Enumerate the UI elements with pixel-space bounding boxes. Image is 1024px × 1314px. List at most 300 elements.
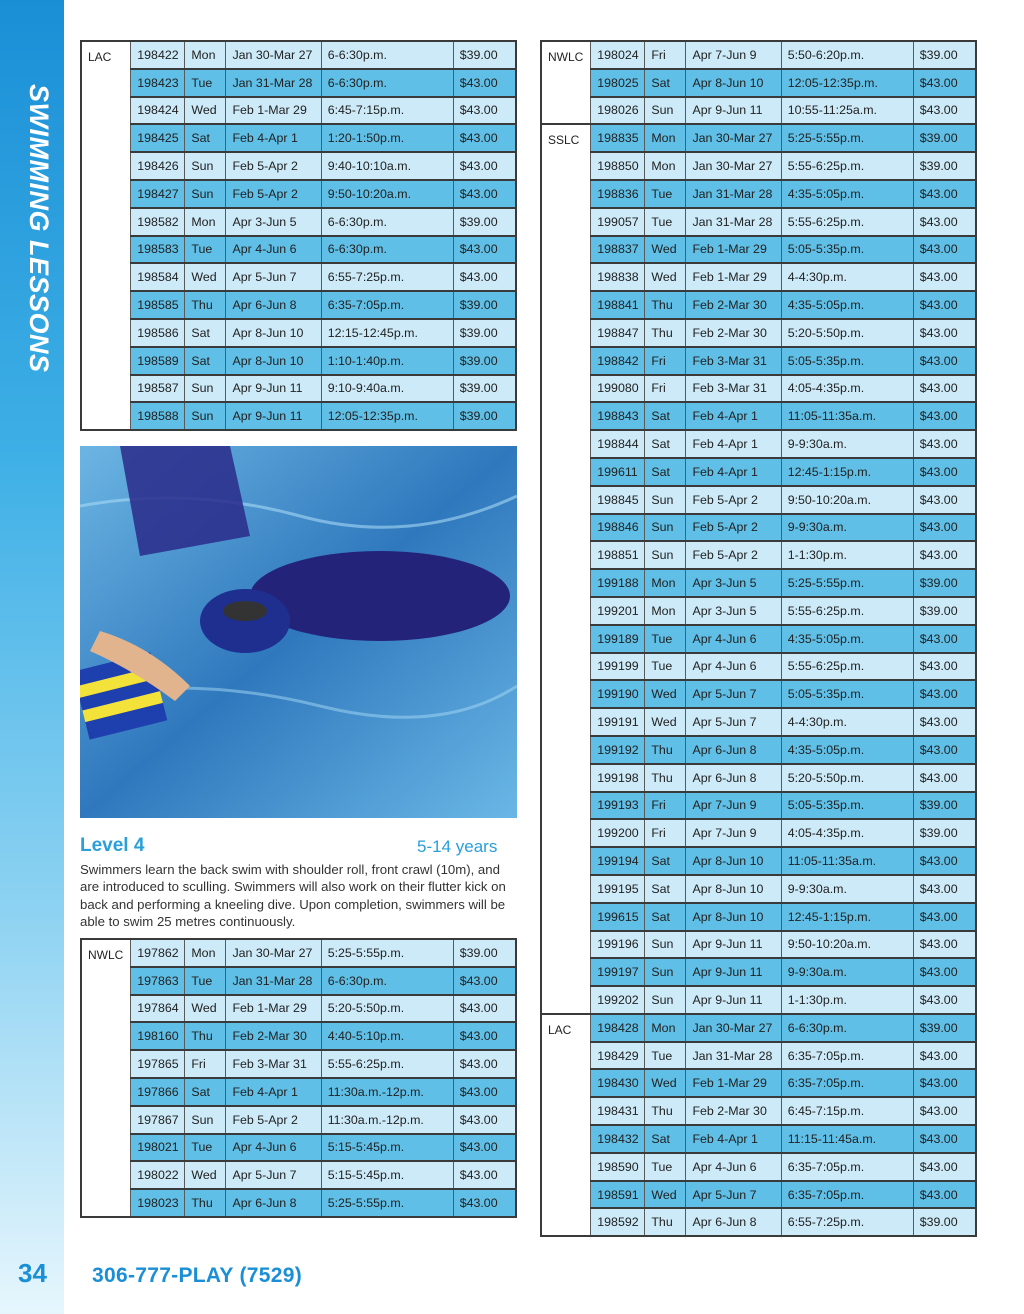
table-row [81, 180, 516, 208]
day-cell: Sat [645, 69, 686, 97]
course-code-cell: 199192 [591, 736, 645, 764]
course-code-cell: 197864 [131, 995, 185, 1023]
date-range-cell: Feb 2-Mar 30 [226, 1022, 321, 1050]
time-cell: 6:35-7:05p.m. [781, 1181, 913, 1209]
fee-cell: $39.00 [453, 319, 516, 347]
fee-cell: $39.00 [453, 939, 516, 967]
time-cell: 6:45-7:15p.m. [781, 1097, 913, 1125]
fee-cell: $43.00 [913, 958, 976, 986]
day-cell: Thu [645, 764, 686, 792]
location-cell: SSLC [541, 124, 591, 1014]
date-range-cell: Apr 8-Jun 10 [226, 319, 321, 347]
table-row [541, 597, 976, 625]
day-cell: Fri [645, 347, 686, 375]
table-row [541, 402, 976, 430]
day-cell: Sun [645, 486, 686, 514]
table-row [81, 1161, 516, 1189]
course-code-cell: 198426 [131, 152, 185, 180]
course-code-cell: 198582 [131, 208, 185, 236]
table-row [541, 903, 976, 931]
day-cell: Thu [645, 319, 686, 347]
table-row [81, 1134, 516, 1162]
table-row [541, 486, 976, 514]
course-code-cell: 198592 [591, 1208, 645, 1236]
day-cell: Thu [645, 736, 686, 764]
fee-cell: $39.00 [913, 41, 976, 69]
course-code-cell: 199194 [591, 847, 645, 875]
fee-cell: $43.00 [913, 1125, 976, 1153]
level-age-range: 5-14 years [417, 837, 498, 856]
table-row [541, 375, 976, 403]
course-code-cell: 198587 [131, 375, 185, 403]
table-row [81, 291, 516, 319]
day-cell: Sun [185, 180, 226, 208]
date-range-cell: Apr 8-Jun 10 [686, 69, 781, 97]
course-code-cell: 198429 [591, 1042, 645, 1070]
fee-cell: $39.00 [453, 41, 516, 69]
time-cell: 4:35-5:05p.m. [781, 180, 913, 208]
date-range-cell: Apr 9-Jun 11 [686, 931, 781, 959]
day-cell: Mon [185, 208, 226, 236]
day-cell: Mon [645, 152, 686, 180]
date-range-cell: Feb 1-Mar 29 [226, 995, 321, 1023]
table-row [81, 967, 516, 995]
time-cell: 5:25-5:55p.m. [781, 124, 913, 152]
table-row [541, 1069, 976, 1097]
course-code-cell: 199188 [591, 569, 645, 597]
course-code-cell: 199190 [591, 680, 645, 708]
day-cell: Tue [185, 236, 226, 264]
time-cell: 9:40-10:10a.m. [321, 152, 453, 180]
fee-cell: $43.00 [913, 208, 976, 236]
course-code-cell: 198160 [131, 1022, 185, 1050]
table-row [541, 1208, 976, 1236]
time-cell: 1-1:30p.m. [781, 541, 913, 569]
table-row [541, 931, 976, 959]
date-range-cell: Apr 3-Jun 5 [686, 569, 781, 597]
table-row [541, 263, 976, 291]
table-row [541, 680, 976, 708]
table-row [541, 1014, 976, 1042]
course-code-cell: 198584 [131, 263, 185, 291]
day-cell: Wed [185, 995, 226, 1023]
fee-cell: $39.00 [913, 569, 976, 597]
date-range-cell: Feb 4-Apr 1 [686, 402, 781, 430]
table-row [541, 514, 976, 542]
fee-cell: $43.00 [913, 541, 976, 569]
table-row [541, 97, 976, 125]
fee-cell: $43.00 [453, 236, 516, 264]
day-cell: Fri [645, 41, 686, 69]
time-cell: 5:20-5:50p.m. [781, 319, 913, 347]
location-cell: NWLC [541, 41, 591, 124]
course-code-cell: 198590 [591, 1153, 645, 1181]
time-cell: 5:05-5:35p.m. [781, 347, 913, 375]
course-code-cell: 199080 [591, 375, 645, 403]
fee-cell: $43.00 [913, 625, 976, 653]
day-cell: Tue [185, 1134, 226, 1162]
day-cell: Sat [645, 1125, 686, 1153]
time-cell: 5:20-5:50p.m. [781, 764, 913, 792]
fee-cell: $43.00 [913, 180, 976, 208]
course-code-cell: 199189 [591, 625, 645, 653]
table-row [541, 319, 976, 347]
date-range-cell: Feb 4-Apr 1 [686, 458, 781, 486]
day-cell: Sun [645, 958, 686, 986]
course-code-cell: 198838 [591, 263, 645, 291]
day-cell: Tue [185, 967, 226, 995]
fee-cell: $39.00 [453, 402, 516, 430]
day-cell: Fri [645, 819, 686, 847]
fee-cell: $43.00 [913, 1153, 976, 1181]
fee-cell: $43.00 [913, 375, 976, 403]
date-range-cell: Feb 5-Apr 2 [686, 541, 781, 569]
date-range-cell: Apr 8-Jun 10 [686, 875, 781, 903]
date-range-cell: Apr 5-Jun 7 [226, 263, 321, 291]
date-range-cell: Jan 30-Mar 27 [226, 41, 321, 69]
time-cell: 9-9:30a.m. [781, 958, 913, 986]
fee-cell: $39.00 [453, 208, 516, 236]
fee-cell: $39.00 [913, 1208, 976, 1236]
table-row [541, 819, 976, 847]
table-row [81, 347, 516, 375]
location-cell: NWLC [81, 939, 131, 1217]
date-range-cell: Apr 6-Jun 8 [226, 1189, 321, 1217]
time-cell: 12:05-12:35p.m. [321, 402, 453, 430]
table-row [81, 1078, 516, 1106]
date-range-cell: Jan 30-Mar 27 [686, 152, 781, 180]
location-cell: LAC [541, 1014, 591, 1236]
day-cell: Wed [645, 1069, 686, 1097]
fee-cell: $43.00 [913, 1069, 976, 1097]
date-range-cell: Apr 4-Jun 6 [226, 236, 321, 264]
fee-cell: $43.00 [453, 1189, 516, 1217]
course-code-cell: 198841 [591, 291, 645, 319]
table-row [541, 1042, 976, 1070]
date-range-cell: Jan 31-Mar 28 [686, 1042, 781, 1070]
course-code-cell: 198424 [131, 97, 185, 125]
course-code-cell: 199199 [591, 653, 645, 681]
fee-cell: $39.00 [913, 819, 976, 847]
time-cell: 5:50-6:20p.m. [781, 41, 913, 69]
fee-cell: $43.00 [913, 708, 976, 736]
fee-cell: $43.00 [913, 931, 976, 959]
fee-cell: $43.00 [913, 847, 976, 875]
photo-illustration [80, 446, 517, 818]
day-cell: Thu [185, 1189, 226, 1217]
course-code-cell: 198024 [591, 41, 645, 69]
course-code-cell: 197867 [131, 1106, 185, 1134]
fee-cell: $43.00 [453, 1106, 516, 1134]
course-code-cell: 198846 [591, 514, 645, 542]
time-cell: 12:05-12:35p.m. [781, 69, 913, 97]
fee-cell: $43.00 [913, 875, 976, 903]
day-cell: Sun [645, 931, 686, 959]
day-cell: Wed [645, 263, 686, 291]
section-title: SWIMMING LESSONS [24, 84, 54, 373]
time-cell: 4:05-4:35p.m. [781, 375, 913, 403]
day-cell: Thu [645, 1097, 686, 1125]
fee-cell: $43.00 [913, 486, 976, 514]
fee-cell: $39.00 [913, 597, 976, 625]
fee-cell: $43.00 [913, 680, 976, 708]
table-row [541, 541, 976, 569]
fee-cell: $39.00 [913, 792, 976, 820]
fee-cell: $43.00 [913, 736, 976, 764]
date-range-cell: Apr 6-Jun 8 [686, 1208, 781, 1236]
location-cell: LAC [81, 41, 131, 430]
day-cell: Sat [185, 319, 226, 347]
course-code-cell: 198021 [131, 1134, 185, 1162]
course-code-cell: 199611 [591, 458, 645, 486]
sidebar-band [0, 0, 64, 1314]
course-code-cell: 199615 [591, 903, 645, 931]
table-row [81, 1106, 516, 1134]
date-range-cell: Feb 2-Mar 30 [686, 1097, 781, 1125]
table-row [541, 569, 976, 597]
course-code-cell: 199200 [591, 819, 645, 847]
time-cell: 4:35-5:05p.m. [781, 736, 913, 764]
time-cell: 6:55-7:25p.m. [781, 1208, 913, 1236]
time-cell: 11:30a.m.-12p.m. [321, 1106, 453, 1134]
day-cell: Thu [185, 291, 226, 319]
time-cell: 6:45-7:15p.m. [321, 97, 453, 125]
day-cell: Sat [185, 347, 226, 375]
time-cell: 9:50-10:20a.m. [781, 486, 913, 514]
fee-cell: $43.00 [913, 69, 976, 97]
table-row [541, 430, 976, 458]
date-range-cell: Feb 4-Apr 1 [226, 1078, 321, 1106]
date-range-cell: Feb 2-Mar 30 [686, 319, 781, 347]
date-range-cell: Feb 4-Apr 1 [686, 430, 781, 458]
time-cell: 5:55-6:25p.m. [321, 1050, 453, 1078]
fee-cell: $43.00 [453, 1050, 516, 1078]
level-title: Level 4 [80, 835, 145, 856]
date-range-cell: Apr 5-Jun 7 [686, 708, 781, 736]
course-code-cell: 198842 [591, 347, 645, 375]
fee-cell: $43.00 [453, 152, 516, 180]
fee-cell: $43.00 [453, 1078, 516, 1106]
date-range-cell: Apr 4-Jun 6 [686, 653, 781, 681]
day-cell: Sun [185, 1106, 226, 1134]
table-row [541, 124, 976, 152]
time-cell: 12:15-12:45p.m. [321, 319, 453, 347]
fee-cell: $43.00 [453, 97, 516, 125]
fee-cell: $43.00 [453, 1022, 516, 1050]
day-cell: Sun [645, 97, 686, 125]
table-row [81, 208, 516, 236]
table-row [81, 402, 516, 430]
day-cell: Thu [645, 1208, 686, 1236]
fee-cell: $43.00 [913, 347, 976, 375]
fee-cell: $43.00 [913, 236, 976, 264]
fee-cell: $43.00 [913, 514, 976, 542]
level-description: Swimmers learn the back swim with shoulder roll, front crawl (10m), and are introduced to sculling. Swimmers will also work on their flutter kick on back and performing a kneeling dive. Upon completion, swimmers will be able to swim 25 metres continuously. [80, 862, 506, 930]
course-code-cell: 198835 [591, 124, 645, 152]
date-range-cell: Apr 9-Jun 11 [686, 986, 781, 1014]
day-cell: Sat [645, 847, 686, 875]
table-row [81, 939, 516, 967]
fee-cell: $39.00 [913, 124, 976, 152]
date-range-cell: Feb 4-Apr 1 [686, 1125, 781, 1153]
table-row [541, 347, 976, 375]
course-code-cell: 198422 [131, 41, 185, 69]
table-row [541, 792, 976, 820]
course-code-cell: 198843 [591, 402, 645, 430]
time-cell: 1-1:30p.m. [781, 986, 913, 1014]
time-cell: 9:50-10:20a.m. [781, 931, 913, 959]
date-range-cell: Jan 30-Mar 27 [686, 124, 781, 152]
time-cell: 6:35-7:05p.m. [781, 1069, 913, 1097]
course-code-cell: 199196 [591, 931, 645, 959]
date-range-cell: Apr 8-Jun 10 [686, 903, 781, 931]
time-cell: 12:45-1:15p.m. [781, 903, 913, 931]
date-range-cell: Apr 4-Jun 6 [686, 1153, 781, 1181]
date-range-cell: Apr 7-Jun 9 [686, 819, 781, 847]
table-row [541, 958, 976, 986]
course-code-cell: 197865 [131, 1050, 185, 1078]
time-cell: 4:05-4:35p.m. [781, 819, 913, 847]
time-cell: 11:05-11:35a.m. [781, 402, 913, 430]
day-cell: Wed [185, 97, 226, 125]
day-cell: Sun [645, 986, 686, 1014]
time-cell: 5:55-6:25p.m. [781, 653, 913, 681]
date-range-cell: Apr 9-Jun 11 [686, 958, 781, 986]
day-cell: Mon [645, 1014, 686, 1042]
date-range-cell: Apr 5-Jun 7 [686, 1181, 781, 1209]
day-cell: Tue [645, 1042, 686, 1070]
time-cell: 1:20-1:50p.m. [321, 124, 453, 152]
day-cell: Wed [185, 1161, 226, 1189]
time-cell: 6:55-7:25p.m. [321, 263, 453, 291]
course-code-cell: 198586 [131, 319, 185, 347]
course-code-cell: 198430 [591, 1069, 645, 1097]
swim-lesson-photo [80, 446, 517, 818]
course-code-cell: 199193 [591, 792, 645, 820]
time-cell: 5:15-5:45p.m. [321, 1134, 453, 1162]
day-cell: Tue [645, 1153, 686, 1181]
fee-cell: $39.00 [913, 1014, 976, 1042]
time-cell: 5:05-5:35p.m. [781, 236, 913, 264]
time-cell: 6-6:30p.m. [321, 208, 453, 236]
day-cell: Thu [185, 1022, 226, 1050]
table-row [81, 375, 516, 403]
fee-cell: $43.00 [913, 1097, 976, 1125]
table-row [81, 97, 516, 125]
day-cell: Tue [185, 69, 226, 97]
table-row [81, 152, 516, 180]
date-range-cell: Feb 5-Apr 2 [226, 1106, 321, 1134]
day-cell: Sat [185, 124, 226, 152]
fee-cell: $43.00 [453, 180, 516, 208]
time-cell: 6:35-7:05p.m. [781, 1153, 913, 1181]
time-cell: 6-6:30p.m. [321, 236, 453, 264]
course-code-cell: 198836 [591, 180, 645, 208]
schedule-table-right [540, 40, 977, 1237]
time-cell: 12:45-1:15p.m. [781, 458, 913, 486]
table-row [81, 69, 516, 97]
time-cell: 9:10-9:40a.m. [321, 375, 453, 403]
table-row [541, 625, 976, 653]
day-cell: Fri [645, 792, 686, 820]
day-cell: Wed [645, 680, 686, 708]
fee-cell: $43.00 [453, 124, 516, 152]
day-cell: Tue [645, 625, 686, 653]
time-cell: 10:55-11:25a.m. [781, 97, 913, 125]
date-range-cell: Feb 5-Apr 2 [686, 514, 781, 542]
time-cell: 6-6:30p.m. [781, 1014, 913, 1042]
date-range-cell: Apr 7-Jun 9 [686, 41, 781, 69]
table-row [541, 847, 976, 875]
course-code-cell: 198591 [591, 1181, 645, 1209]
day-cell: Wed [645, 708, 686, 736]
course-code-cell: 198589 [131, 347, 185, 375]
fee-cell: $43.00 [913, 458, 976, 486]
course-code-cell: 198583 [131, 236, 185, 264]
day-cell: Sat [645, 875, 686, 903]
course-code-cell: 198847 [591, 319, 645, 347]
date-range-cell: Apr 7-Jun 9 [686, 792, 781, 820]
date-range-cell: Apr 4-Jun 6 [686, 625, 781, 653]
table-row [541, 653, 976, 681]
time-cell: 9:50-10:20a.m. [321, 180, 453, 208]
day-cell: Sun [645, 541, 686, 569]
fee-cell: $43.00 [913, 1042, 976, 1070]
time-cell: 5:55-6:25p.m. [781, 208, 913, 236]
schedule-table-lac-top [80, 40, 517, 431]
day-cell: Sat [645, 458, 686, 486]
time-cell: 11:15-11:45a.m. [781, 1125, 913, 1153]
time-cell: 4:35-5:05p.m. [781, 625, 913, 653]
time-cell: 5:05-5:35p.m. [781, 680, 913, 708]
time-cell: 5:15-5:45p.m. [321, 1161, 453, 1189]
table-row [541, 236, 976, 264]
table-row [541, 69, 976, 97]
day-cell: Mon [645, 124, 686, 152]
date-range-cell: Feb 1-Mar 29 [686, 263, 781, 291]
table-row [541, 1153, 976, 1181]
course-code-cell: 198026 [591, 97, 645, 125]
fee-cell: $43.00 [453, 967, 516, 995]
table-row [541, 1097, 976, 1125]
table-row [541, 875, 976, 903]
date-range-cell: Apr 9-Jun 11 [226, 375, 321, 403]
time-cell: 4-4:30p.m. [781, 708, 913, 736]
date-range-cell: Apr 8-Jun 10 [686, 847, 781, 875]
course-code-cell: 197866 [131, 1078, 185, 1106]
course-code-cell: 198023 [131, 1189, 185, 1217]
date-range-cell: Apr 6-Jun 8 [226, 291, 321, 319]
course-code-cell: 197863 [131, 967, 185, 995]
time-cell: 11:05-11:35a.m. [781, 847, 913, 875]
course-code-cell: 198844 [591, 430, 645, 458]
fee-cell: $43.00 [913, 263, 976, 291]
course-code-cell: 199201 [591, 597, 645, 625]
time-cell: 5:25-5:55p.m. [321, 1189, 453, 1217]
table-row [541, 1125, 976, 1153]
date-range-cell: Apr 9-Jun 11 [686, 97, 781, 125]
day-cell: Mon [185, 939, 226, 967]
course-code-cell: 198851 [591, 541, 645, 569]
time-cell: 6-6:30p.m. [321, 69, 453, 97]
course-code-cell: 199198 [591, 764, 645, 792]
day-cell: Wed [185, 263, 226, 291]
fee-cell: $43.00 [453, 69, 516, 97]
page-number: 34 [18, 1258, 47, 1288]
date-range-cell: Feb 5-Apr 2 [226, 152, 321, 180]
date-range-cell: Jan 31-Mar 28 [226, 967, 321, 995]
time-cell: 5:05-5:35p.m. [781, 792, 913, 820]
